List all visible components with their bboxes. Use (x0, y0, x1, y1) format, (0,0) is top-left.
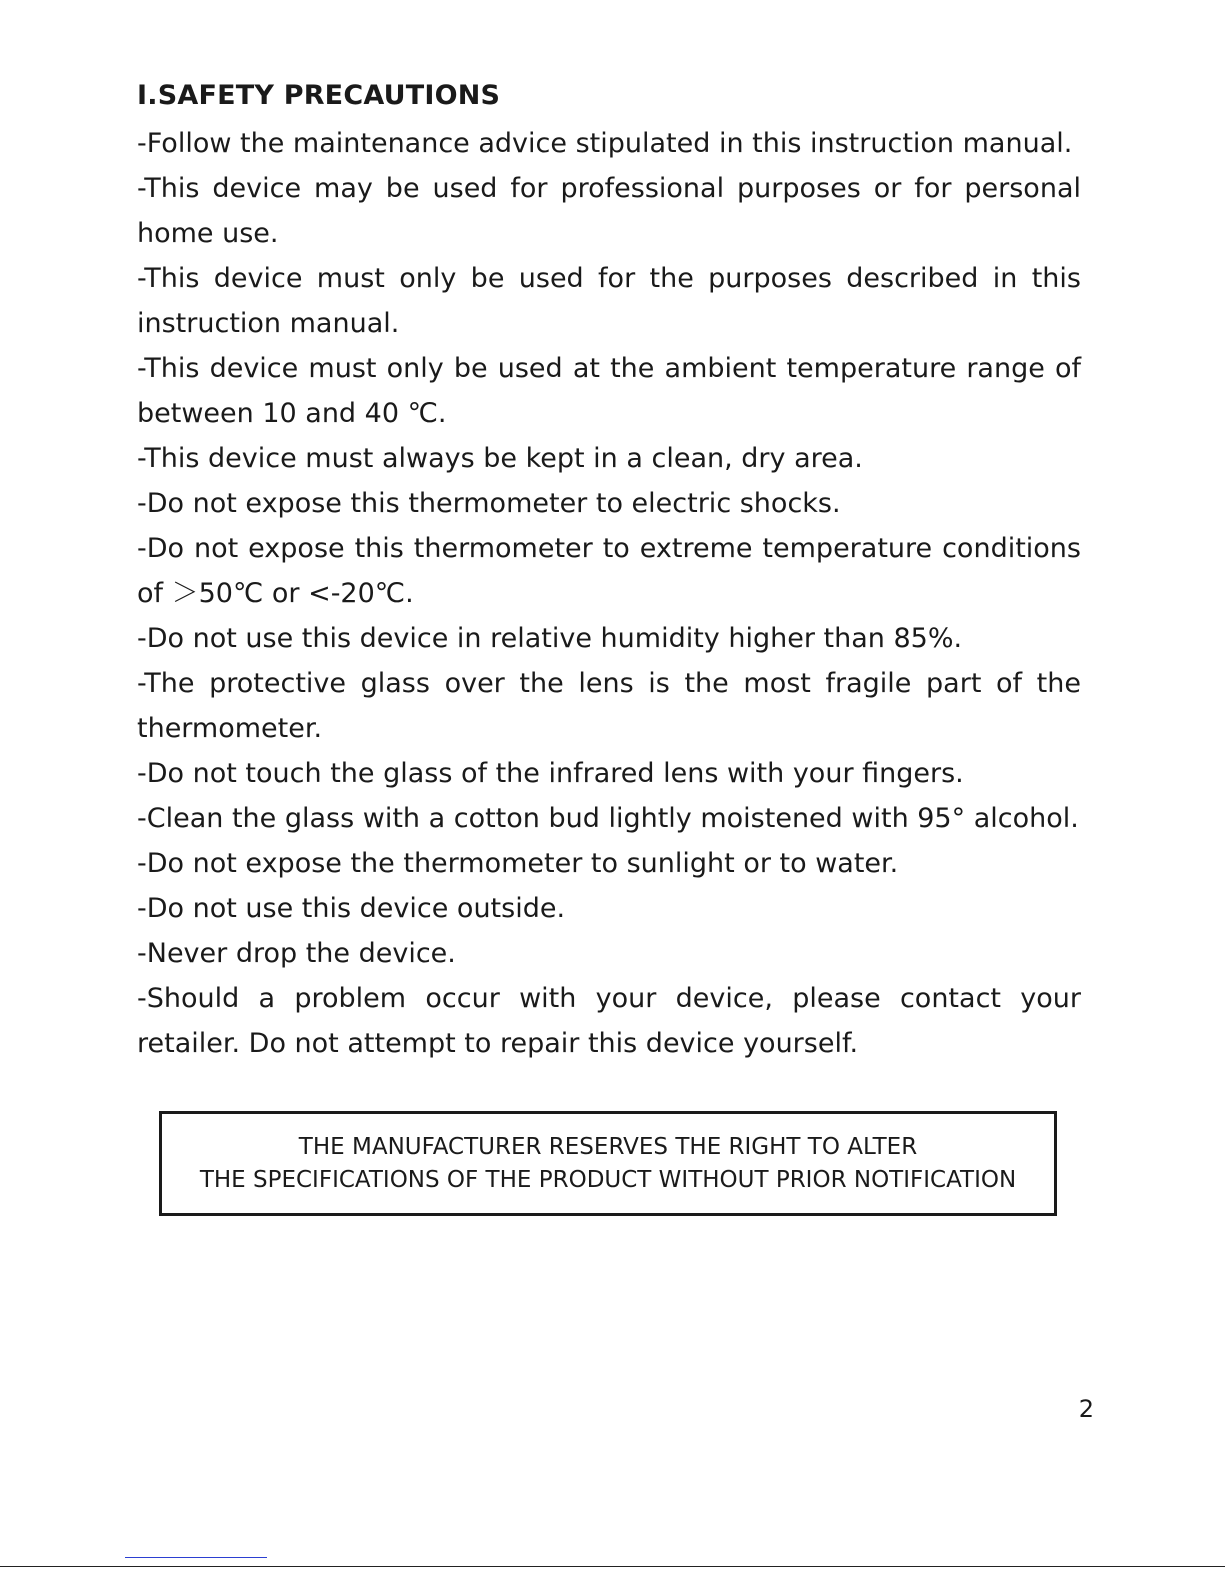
precaution-item: -Do not expose the thermometer to sunlight or to water. (137, 848, 899, 879)
precaution-item: -Do not expose this thermometer to electric shocks. (137, 488, 841, 519)
notice-line-1: THE MANUFACTURER RESERVES THE RIGHT TO ALTER (298, 1134, 918, 1160)
precaution-item: -Do not use this device in relative humidity higher than 85%. (137, 623, 963, 654)
precaution-item: -Do not expose this thermometer to extreme temperature conditions of ＞50℃ or <-20℃. (137, 533, 1081, 609)
link-underline-mark (125, 1557, 267, 1558)
precaution-item: -Do not use this device outside. (137, 893, 566, 924)
page-bottom-rule (0, 1566, 1225, 1567)
precaution-item: -This device may be used for professional purposes or for personal home use. (137, 173, 1081, 249)
section-title: I.SAFETY PRECAUTIONS (137, 80, 501, 111)
precautions-list (137, 121, 1081, 1066)
page-number: 2 (1078, 1395, 1094, 1423)
precaution-item: -Clean the glass with a cotton bud lightly moistened with 95° alcohol. (137, 803, 1079, 834)
precaution-item: -This device must only be used for the purposes described in this instruction manual. (137, 263, 1081, 339)
precaution-item: -Should a problem occur with your device, please contact your retailer. Do not attempt to repair this device yourself. (137, 983, 1081, 1059)
precaution-item: -The protective glass over the lens is the most fragile part of the thermometer. (137, 668, 1081, 744)
precaution-item: -Do not touch the glass of the infrared lens with your fingers. (137, 758, 964, 789)
precaution-item: -This device must only be used at the ambient temperature range of between 10 and 40 ℃. (137, 353, 1081, 429)
precaution-item: -Follow the maintenance advice stipulated in this instruction manual. (137, 128, 1073, 159)
notice-line-2: THE SPECIFICATIONS OF THE PRODUCT WITHOUT PRIOR NOTIFICATION (199, 1167, 1017, 1193)
manufacturer-notice-box (159, 1111, 1057, 1216)
precaution-item: -This device must always be kept in a clean, dry area. (137, 443, 863, 474)
precaution-item: -Never drop the device. (137, 938, 456, 969)
